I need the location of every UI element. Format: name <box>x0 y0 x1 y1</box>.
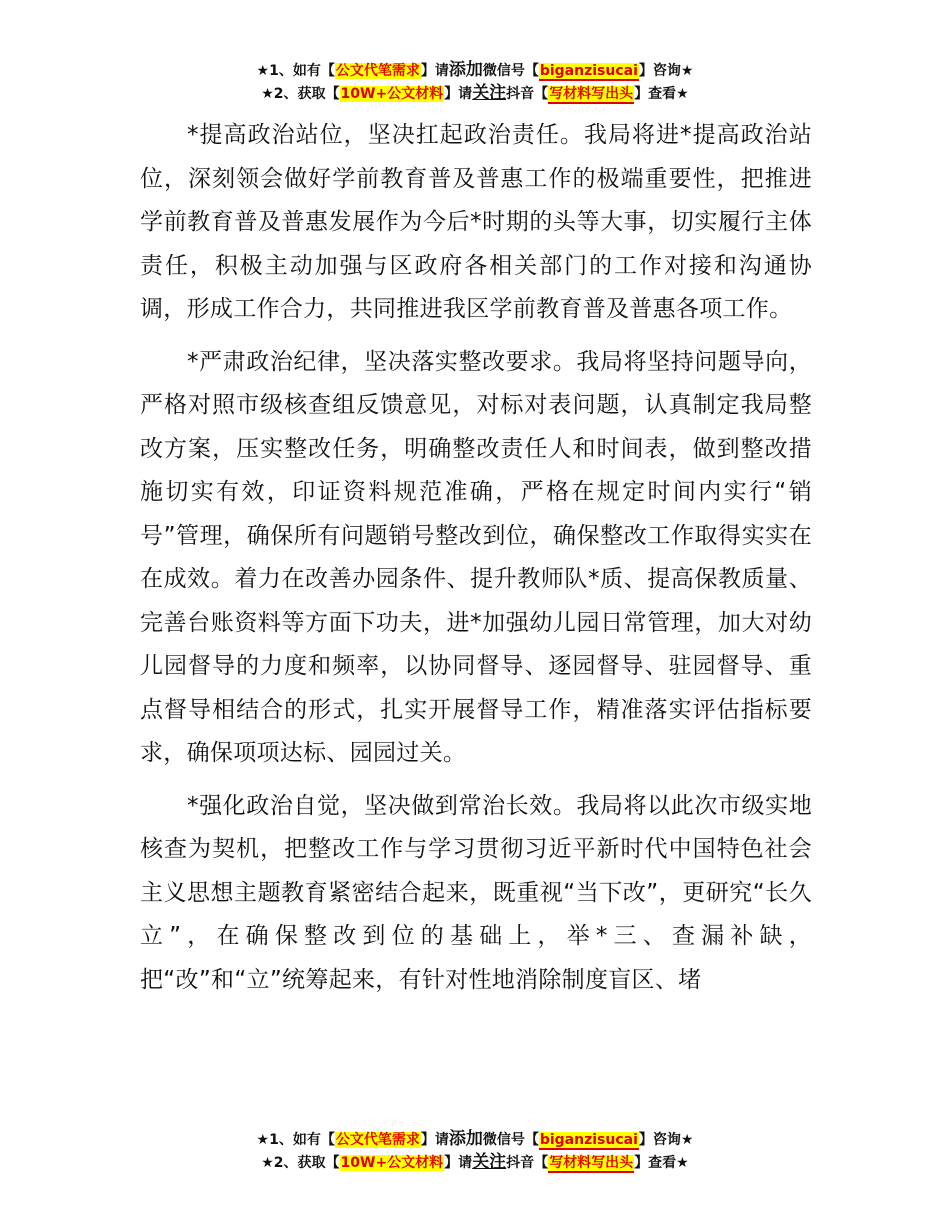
banner-text: 微信号【 <box>482 63 539 79</box>
banner-text: 】请 <box>420 63 449 79</box>
highlight-service: 公文代笔需求 <box>335 63 420 79</box>
banner-text: ★1、如有【 <box>256 1132 335 1148</box>
banner-text: 抖音【 <box>506 86 549 102</box>
paragraph: *严肃政治纪律，坚决落实整改要求。我局将坚持问题导向，严格对照市级核查组反馈意见，对标对表问题，认真制定我局整改方案，压实整改任务，明确整改责任人和时间表，做到整改措施切实有效，印证资料规范准确，严格在规定时间内实行“销号”管理，确保所有问题销号整改到位，确保整改工作取得实实在在成效。着力在改善办园条件、提升教师队*质、提高保教质量、完善台账资料等方面下功夫，进*加强幼儿园日常管理，加大对幼儿园督导的力度和频率，以协同督导、逐园督导、驻园督导、重点督导相结合的形式，扎实开展督导工作，精准落实评估指标要求，确保项项达标、园园过关。 <box>140 348 812 766</box>
banner-text: 抖音【 <box>506 1155 549 1171</box>
banner-text: 】查看★ <box>634 1155 689 1171</box>
banner-text: 】咨询★ <box>638 63 694 79</box>
paragraph: *强化政治自觉，坚决做到常治长效。我局将以此次市级实地核查为契机，把整改工作与学习贯彻习近平新时代中国特色社会主义思想主题教育紧密结合起来，既重视“当下改”，更研究“长久立”，在确保整改到位的基础上，举*三、查漏补缺，把“改”和“立”统筹起来，有针对性地消除制度盲区、堵 <box>140 792 812 993</box>
highlight-wechat-id: biganzisucai <box>539 1132 638 1148</box>
highlight-wechat-id: biganzisucai <box>539 63 638 79</box>
banner-text: ★2、获取【 <box>261 1155 340 1171</box>
document-body <box>140 114 812 1011</box>
highlight-service: 公文代笔需求 <box>335 1132 420 1148</box>
banner-text: 】咨询★ <box>638 1132 694 1148</box>
banner-emphasis: 添加 <box>448 60 483 80</box>
highlight-materials: 10W+公文材料 <box>340 1155 444 1171</box>
banner-emphasis: 关注 <box>472 83 507 103</box>
highlight-douyin-id: 写材料写出头 <box>549 1155 634 1171</box>
banner-text: 】请 <box>444 1155 473 1171</box>
banner-emphasis: 添加 <box>448 1129 483 1149</box>
paragraph: *提高政治站位，坚决扛起政治责任。我局将进*提高政治站位，深刻领会做好学前教育普及普惠工作的极端重要性，把推进学前教育普及普惠发展作为今后*时期的头等大事，切实履行主体责任，积极主动加强与区政府各相关部门的工作对接和沟通协调，形成工作合力，共同推进我区学前教育普及普惠各项工作。 <box>140 122 812 322</box>
banner-line-2 <box>0 1151 950 1174</box>
highlight-materials: 10W+公文材料 <box>340 86 444 102</box>
footer-banner <box>0 1128 950 1174</box>
banner-text: 微信号【 <box>482 1132 539 1148</box>
banner-text: 】请 <box>420 1132 449 1148</box>
banner-line-1 <box>0 59 950 82</box>
banner-line-1 <box>0 1128 950 1151</box>
header-banner <box>0 59 950 105</box>
banner-text: 】查看★ <box>634 86 689 102</box>
highlight-douyin-id: 写材料写出头 <box>549 86 634 102</box>
banner-emphasis: 关注 <box>472 1152 507 1172</box>
banner-line-2 <box>0 82 950 105</box>
banner-text: ★1、如有【 <box>256 63 335 79</box>
banner-text: 】请 <box>444 86 473 102</box>
banner-text: ★2、获取【 <box>261 86 340 102</box>
